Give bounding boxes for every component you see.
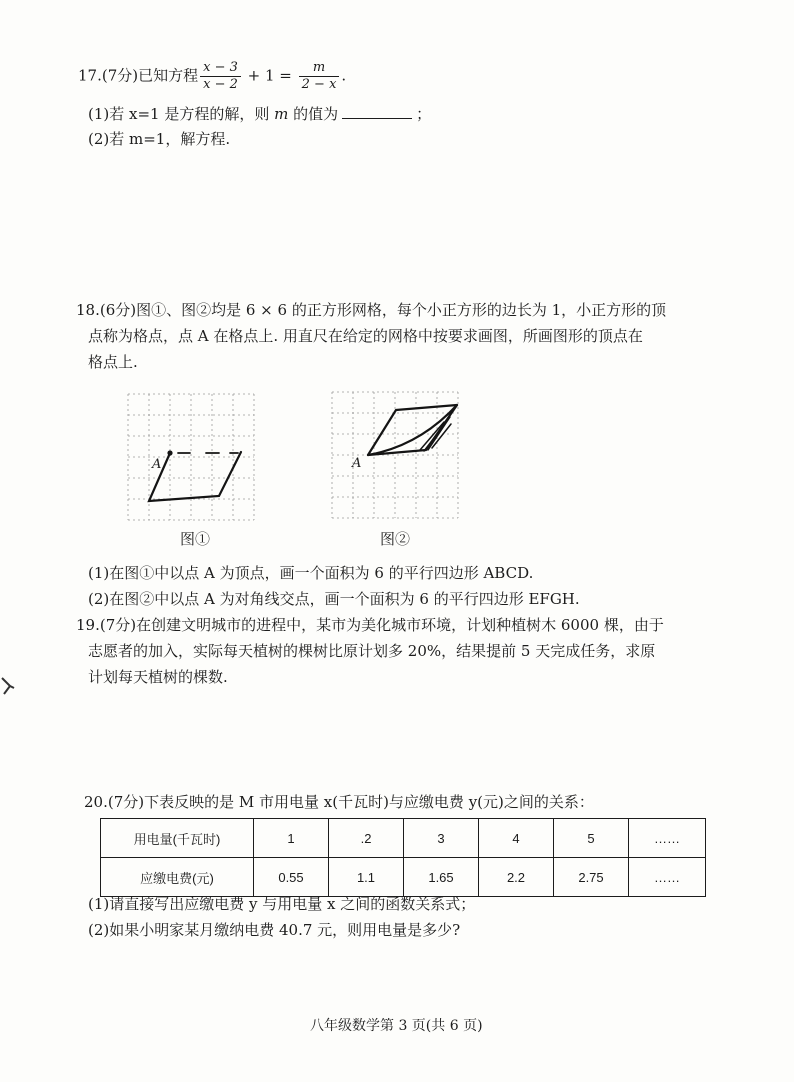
q17-part1-text-b: 的值为 bbox=[288, 105, 339, 123]
table-row bbox=[101, 858, 706, 897]
table-cell: 1.65 bbox=[404, 858, 479, 897]
fig1-handwritten-parallelogram bbox=[149, 452, 241, 501]
q18-part1: (1)在图①中以点 A 为顶点，画一个面积为 6 的平行四边形 ABCD. bbox=[88, 564, 534, 582]
q17-part1-text-a: (1)若 x=1 是方程的解，则 bbox=[88, 105, 275, 123]
point-a-dot bbox=[167, 450, 172, 455]
q18-part2: (2)在图②中以点 A 为对角线交点，画一个面积为 6 的平行四边形 EFGH. bbox=[88, 590, 580, 608]
q19-line1: 19.(7分)在创建文明城市的进程中，某市为美化城市环境，计划种植树木 6000 棵，由于 bbox=[76, 616, 664, 634]
table-cell: 1.1 bbox=[329, 858, 404, 897]
q18-line1: 18.(6分)图①、图②均是 6 × 6 的正方形网格，每个小正方形的边长为 1，小正方形的顶 bbox=[76, 301, 667, 319]
table-row-header: 应缴电费(元) bbox=[101, 858, 254, 897]
q17-frac-right-denominator: 2 − x bbox=[301, 77, 337, 92]
q17-plus-equals: + 1 = bbox=[247, 66, 292, 85]
q17-end-period: . bbox=[341, 66, 347, 85]
q19-line3: 计划每天植树的棵数. bbox=[88, 668, 228, 686]
table-cell: 4 bbox=[479, 819, 554, 858]
table-cell: 1 bbox=[254, 819, 329, 858]
figure-2-caption: 图② bbox=[380, 530, 411, 548]
table-row bbox=[101, 819, 706, 858]
q17-fraction-right bbox=[299, 60, 340, 93]
q17-fraction-left bbox=[200, 60, 241, 93]
table-cell: 2.2 bbox=[479, 858, 554, 897]
table-cell: 3 bbox=[404, 819, 479, 858]
margin-mark bbox=[0, 674, 16, 700]
answer-blank[interactable] bbox=[342, 118, 412, 119]
q19-line2: 志愿者的加入，实际每天植树的棵树比原计划多 20%，结果提前 5 天完成任务，求原 bbox=[88, 642, 656, 660]
q17-part1-end: ； bbox=[416, 105, 432, 123]
q20-part2: (2)如果小明家某月缴纳电费 40.7 元，则用电量是多少? bbox=[88, 921, 461, 939]
grid-figure-2 bbox=[324, 384, 466, 526]
page-footer: 八年级数学第 3 页(共 6 页) bbox=[310, 1018, 483, 1034]
q20-line1: 20.(7分)下表反映的是 M 市用电量 x(千瓦时)与应缴电费 y(元)之间的关系： bbox=[84, 793, 594, 811]
q20-part1: (1)请直接写出应缴电费 y 与用电量 x 之间的函数关系式； bbox=[88, 895, 476, 913]
q17-frac-right-numerator: m bbox=[299, 60, 340, 77]
q18-line2: 点称为格点，点 A 在格点上. 用直尺在给定的网格中按要求画图，所画图形的顶点在 bbox=[88, 327, 643, 345]
q17-frac-left-denominator: x − 2 bbox=[203, 77, 238, 92]
table-cell: …… bbox=[629, 858, 706, 897]
q17-part2: (2)若 m=1，解方程. bbox=[88, 130, 231, 148]
point-a-label: A bbox=[352, 456, 362, 471]
electricity-table bbox=[100, 818, 706, 897]
grid-figure-1 bbox=[120, 386, 262, 528]
q17-part1 bbox=[88, 103, 431, 124]
table-cell: 5 bbox=[554, 819, 629, 858]
q17-part1-variable: m bbox=[274, 105, 289, 123]
figure-1-caption: 图① bbox=[180, 530, 211, 548]
table-cell: …… bbox=[629, 819, 706, 858]
q17-head: 17.(7分)已知方程 bbox=[78, 66, 199, 85]
table-cell: 0.55 bbox=[254, 858, 329, 897]
table-row-header: 用电量(千瓦时) bbox=[101, 819, 254, 858]
point-a-label: A bbox=[152, 457, 162, 472]
q17-stem bbox=[78, 60, 346, 93]
table-cell: 2.75 bbox=[554, 858, 629, 897]
fig2-handwritten-parallelogram bbox=[368, 405, 457, 455]
table-cell: .2 bbox=[329, 819, 404, 858]
q17-frac-left-numerator: x − 3 bbox=[200, 60, 241, 77]
q18-line3: 格点上. bbox=[88, 353, 138, 371]
